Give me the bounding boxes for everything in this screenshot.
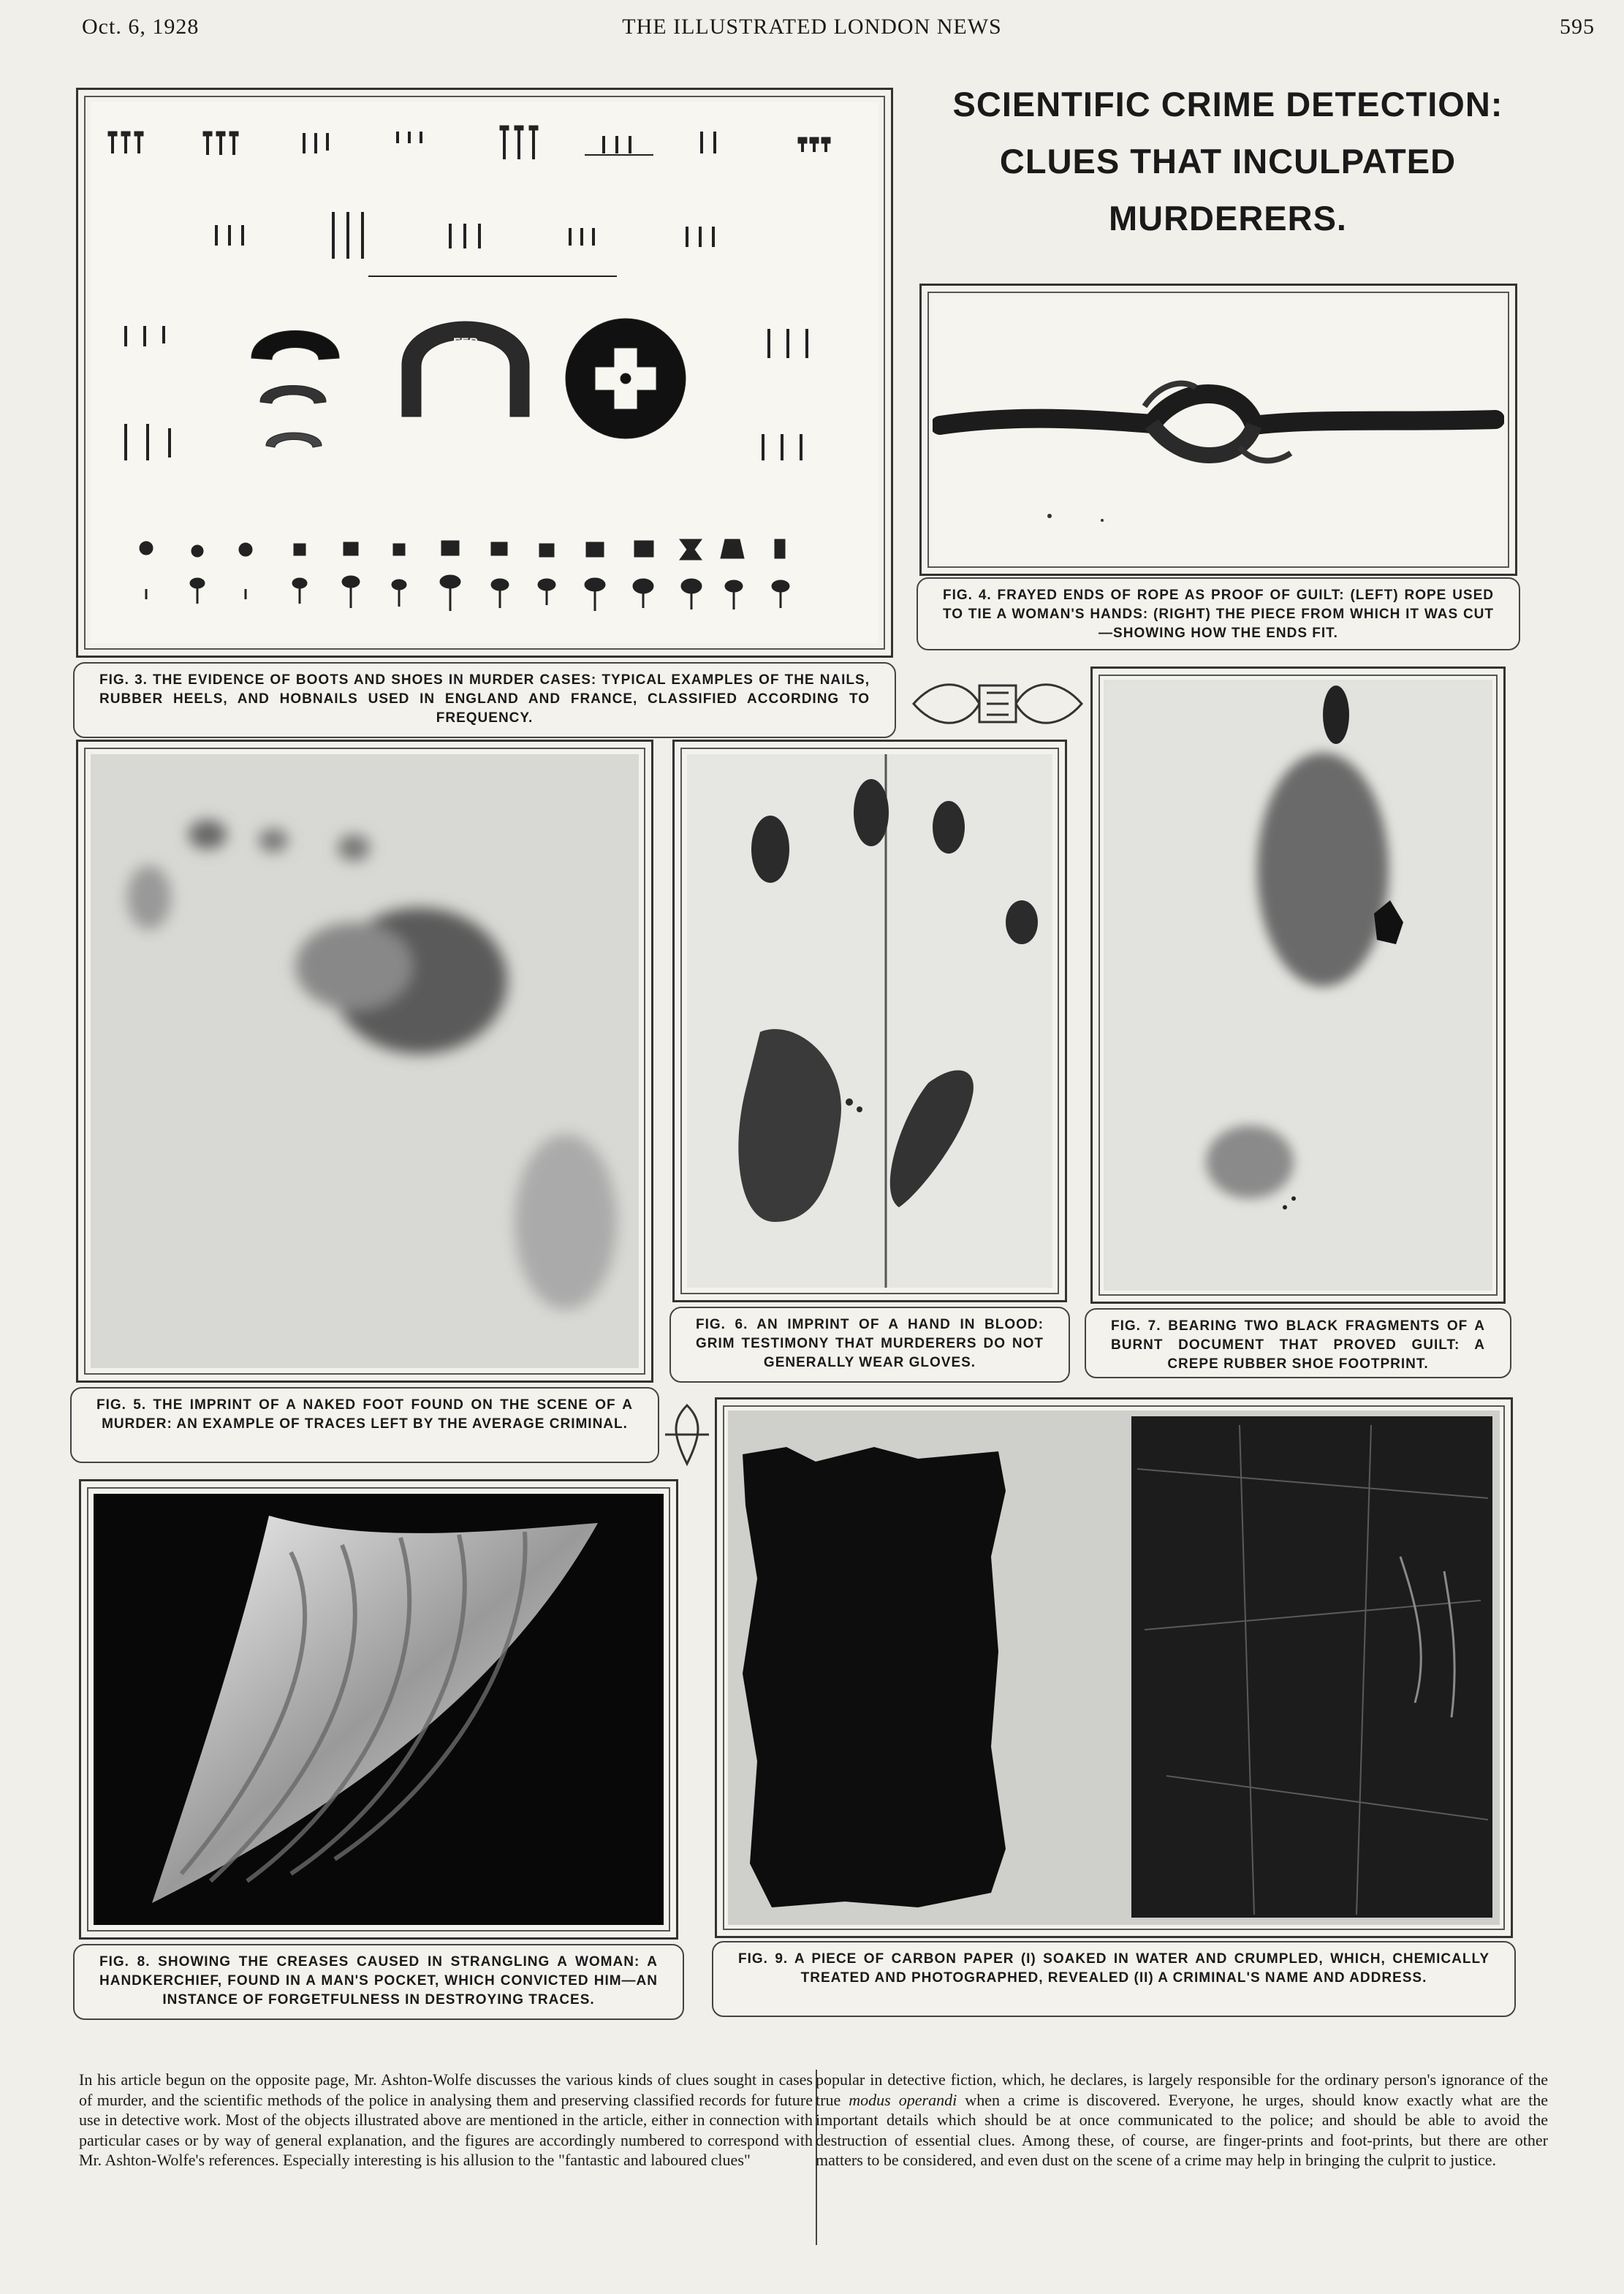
- headline-line-2: CLUES THAT INCULPATED: [999, 142, 1457, 181]
- fig4-rope-photo: [933, 297, 1504, 563]
- fig8-handkerchief-photo: [94, 1494, 664, 1925]
- fig3-caption: FIG. 3. THE EVIDENCE OF BOOTS AND SHOES IN MURDER CASES: TYPICAL EXAMPLES OF THE NAILS, RUBBER HEELS, AND HOBNAILS USED IN ENGLAND AND FRANCE, CLASSIFIED ACCORDING TO FREQUENCY.: [73, 662, 896, 738]
- fig6-caption: FIG. 6. AN IMPRINT OF A HAND IN BLOOD: GRIM TESTIMONY THAT MURDERERS DO NOT GENERALLY WEAR GLOVES.: [669, 1307, 1070, 1383]
- fig8-caption: FIG. 8. SHOWING THE CREASES CAUSED IN STRANGLING A WOMAN: A HANDKERCHIEF, FOUND IN A MAN'S POCKET, WHICH CONVICTED HIM—AN INSTANCE OF FORGETFULNESS IN DESTROYING TRACES.: [73, 1944, 684, 2020]
- headline: [899, 76, 1557, 247]
- page-number: 595: [1560, 15, 1595, 39]
- fig5-footprint-photo: [91, 754, 639, 1368]
- fig9-caption: FIG. 9. A PIECE OF CARBON PAPER (I) SOAKED IN WATER AND CRUMPLED, WHICH, CHEMICALLY TREATED AND PHOTOGRAPHED, REVEALED (II) A CRIMINAL'S NAME AND ADDRESS.: [712, 1941, 1516, 2017]
- publication-name: THE ILLUSTRATED LONDON NEWS: [622, 15, 1002, 39]
- fig3-nails-chart-image: [91, 102, 879, 643]
- fig7-footprint-photo: [1104, 680, 1492, 1291]
- decorative-ornament: [906, 671, 1089, 737]
- article-column-1: In his article begun on the opposite page, Mr. Ashton-Wolfe discusses the various kinds of clues sought in cases of murder, and the scientific methods of the police in analysing them and preserving classified records for future use in detective work. Most of the objects illustrated above are mentioned in the article, either in connection with particular cases or by way of general explanation, and the figures are accordingly numbered to correspond with Mr. Ashton-Wolfe's references. Especially interesting is his allusion to the "fantastic and laboured clues": [79, 2070, 813, 2169]
- decorative-ornament-small: [658, 1402, 716, 1467]
- headline-line-3: MURDERERS.: [1109, 199, 1347, 238]
- fig4-caption: FIG. 4. FRAYED ENDS OF ROPE AS PROOF OF GUILT: (LEFT) ROPE USED TO TIE A WOMAN'S HANDS: (RIGHT) THE PIECE FROM WHICH IT WAS CUT—SHOWING HOW THE ENDS FIT.: [917, 577, 1520, 650]
- article-column-2: popular in detective fiction, which, he declares, is largely responsible for the ordinary person's ignorance of the true modus operandi when a crime is discovered. Everyone, he urges, should know exactly what are the important details which should be at once communicated to the police; and should be able to avoid the destruction of essential clues. Among these, of course, are finger-prints and foot-prints, but there are other matters to be considered, and even dust on the scene of a crime may help in bringing the culprit to justice.: [816, 2070, 1549, 2169]
- fig5-caption: FIG. 5. THE IMPRINT OF A NAKED FOOT FOUND ON THE SCENE OF A MURDER: AN EXAMPLE OF TRACES LEFT BY THE AVERAGE CRIMINAL.: [70, 1387, 659, 1463]
- headline-line-1: SCIENTIFIC CRIME DETECTION:: [952, 85, 1503, 124]
- fer-a-talon-label: FER à TALON: [444, 335, 487, 381]
- fig9-carbon-paper-photo: [728, 1410, 1500, 1925]
- fig6-handprint-photo: [687, 754, 1052, 1288]
- fig7-caption: FIG. 7. BEARING TWO BLACK FRAGMENTS OF A BURNT DOCUMENT THAT PROVED GUILT: A CREPE RUBBER SHOE FOOTPRINT.: [1085, 1308, 1511, 1378]
- issue-date: Oct. 6, 1928: [82, 15, 200, 39]
